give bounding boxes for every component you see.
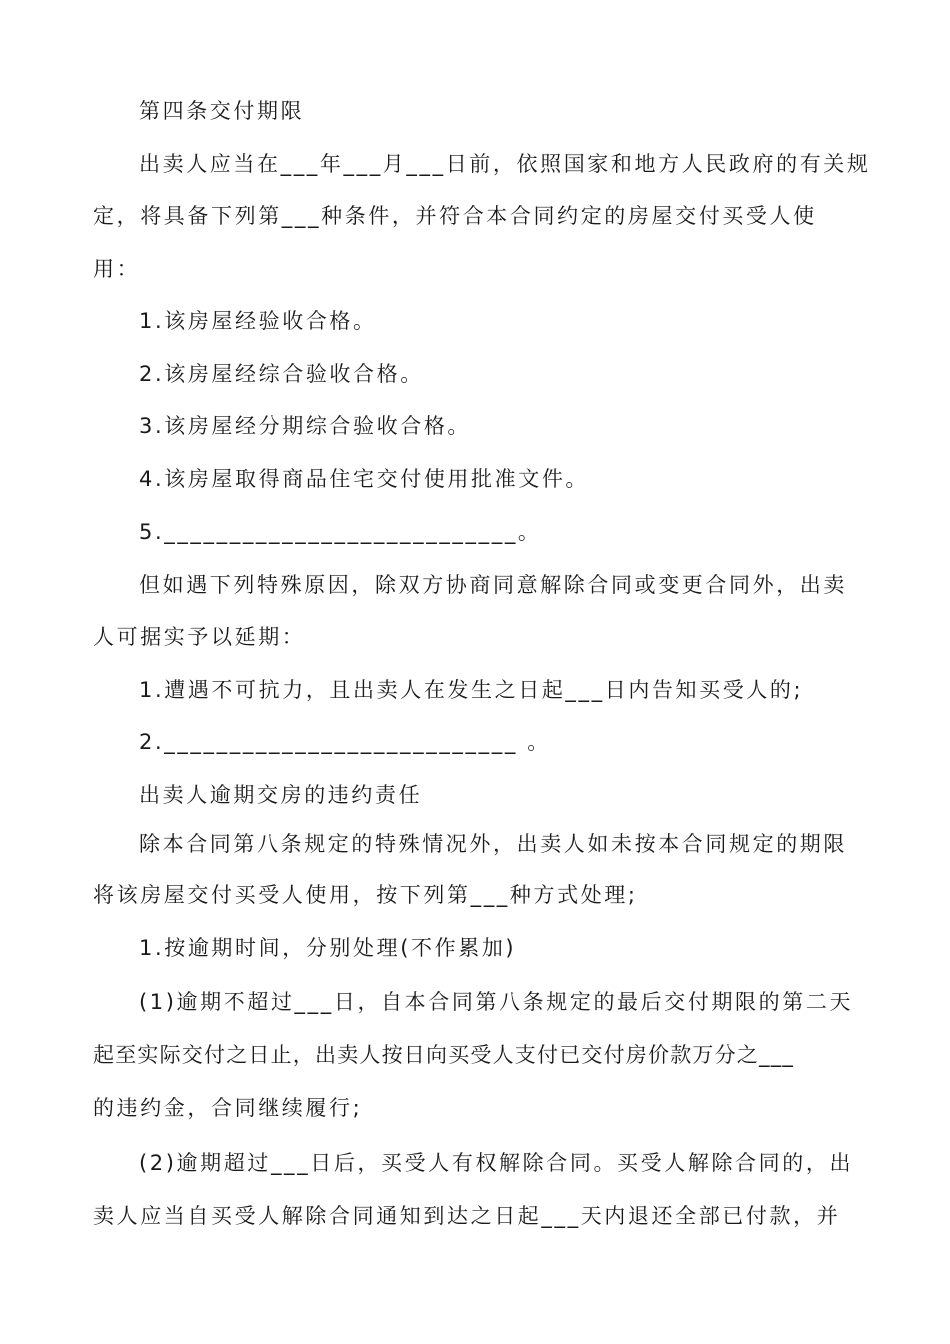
paragraph-line: 出卖人应当在___年___月___日前，依照国家和地方人民政府的有关规 xyxy=(139,152,871,176)
paragraph-line: 用： xyxy=(93,257,141,281)
list-item: 3.该房屋经分期综合验收合格。 xyxy=(139,414,472,438)
paragraph-line: 卖人应当自买受人解除合同通知到达之日起___天内退还全部已付款，并 xyxy=(93,1204,841,1228)
sub-item-line: (1)逾期不超过___日，自本合同第八条规定的最后交付期限的第二天 xyxy=(139,990,854,1014)
list-item: 4.该房屋取得商品住宅交付使用批准文件。 xyxy=(139,467,590,491)
paragraph-line: 起至实际交付之日止，出卖人按日向买受人支付已交付房价款万分之___ xyxy=(93,1043,795,1067)
paragraph-line: 除本合同第八条规定的特殊情况外，出卖人如未按本合同规定的期限 xyxy=(139,832,847,856)
paragraph-line: 但如遇下列特殊原因，除双方协商同意解除合同或变更合同外，出卖 xyxy=(139,573,847,597)
list-item: 2.该房屋经综合验收合格。 xyxy=(139,362,424,386)
list-item-blank: 5.___________________________。 xyxy=(139,520,542,544)
list-item: 1.遭遇不可抗力，且出卖人在发生之日起___日内告知买受人的; xyxy=(139,678,804,702)
paragraph-line: 定，将具备下列第___种条件，并符合本合同约定的房屋交付买受人使 xyxy=(93,204,817,228)
paragraph-line: 将该房屋交付买受人使用，按下列第___种方式处理; xyxy=(93,883,638,907)
sub-item-line: (2)逾期超过___日后，买受人有权解除合同。买受人解除合同的，出 xyxy=(139,1151,854,1175)
section-heading-late-delivery-liability: 出卖人逾期交房的违约责任 xyxy=(139,783,423,807)
list-item: 1.该房屋经验收合格。 xyxy=(139,309,377,333)
section-heading-delivery-deadline: 第四条交付期限 xyxy=(139,99,305,123)
list-item-blank: 2.___________________________ 。 xyxy=(139,730,551,754)
paragraph-line: 的违约金，合同继续履行; xyxy=(93,1096,363,1120)
list-item: 1.按逾期时间，分别处理(不作累加) xyxy=(139,936,517,960)
paragraph-line: 人可据实予以延期： xyxy=(93,625,306,649)
